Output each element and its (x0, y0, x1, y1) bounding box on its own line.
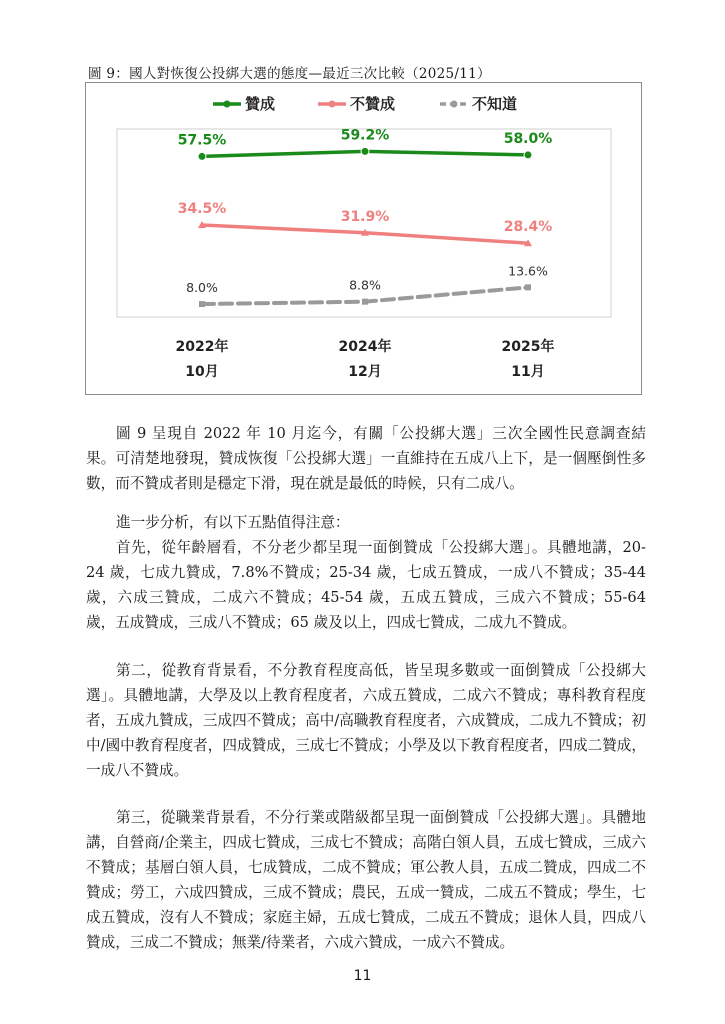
paragraph-1: 圖 9 呈現自 2022 年 10 月迄今，有關「公投綁大選」三次全國性民意調查結果。可清楚地發現，贊成恢復「公投綁大選」一直維持在五成八上下，是一個壓倒性多數，而不贊成者則是穩定下滑，現在就是最低的時候，只有二成八。 (86, 425, 646, 492)
data-label: 59.2% (340, 127, 390, 144)
paragraph-3: 首先，從年齡層看，不分老少都呈現一面倒贊成「公投綁大選」。具體地講，20-24 歲，七成九贊成，7.8%不贊成；25-34 歲，七成五贊成，一成八不贊成；35-44 歲，六成三贊成，二成六不贊成；45-54 歲，五成五贊成，三成六不贊成；55-64 歲，五成贊成，三成八不贊成；65 歲及以上，四成七贊成，二成九不贊成。 (86, 539, 646, 631)
x-tick-month: 11月 (511, 364, 545, 380)
data-label: 28.4% (503, 219, 553, 236)
data-label: 58.0% (503, 130, 553, 147)
legend-label-1: 贊成 (245, 95, 276, 113)
legend-marker-3 (451, 101, 458, 108)
line-chart (86, 83, 643, 396)
figure-title: 圖 9：國人對恢復公投綁大選的態度—最近三次比較（2025/11） (88, 66, 491, 82)
data-point (199, 301, 205, 307)
data-point (198, 152, 206, 160)
x-tick-year: 2025年 (501, 339, 555, 355)
paragraph-summary (86, 421, 646, 496)
chart-legend (213, 95, 517, 113)
chart-frame (85, 82, 642, 395)
x-tick-month: 10月 (185, 364, 219, 380)
page-number: 11 (353, 968, 372, 984)
legend-marker-1 (224, 101, 231, 108)
data-label: 8.0% (186, 280, 218, 296)
legend-label-3: 不知道 (472, 95, 518, 113)
data-label: 31.9% (340, 208, 390, 225)
paragraph-2: 進一步分析，有以下五點值得注意： (116, 514, 350, 531)
paragraph-education (86, 658, 646, 783)
paragraph-intro (86, 510, 646, 635)
data-point (362, 299, 368, 305)
legend-marker-2 (329, 101, 336, 108)
x-tick-year: 2022年 (175, 339, 229, 355)
x-tick-year: 2024年 (338, 339, 392, 355)
data-label: 34.5% (177, 201, 227, 218)
paragraph-occupation (86, 805, 646, 955)
legend-label-2: 不贊成 (350, 95, 396, 113)
x-tick-month: 12月 (348, 364, 382, 380)
data-label: 8.8% (349, 277, 381, 293)
data-point (361, 147, 369, 155)
data-label: 13.6% (508, 263, 548, 279)
paragraph-5: 第三，從職業背景看，不分行業或階級都呈現一面倒贊成「公投綁大選」。具體地講，自營商/企業主，四成七贊成，三成七不贊成；高階白領人員，五成七贊成，三成六不贊成；基層白領人員，七成贊成，二成不贊成；軍公教人員，五成二贊成，四成二不贊成；勞工，六成四贊成，三成不贊成；農民，五成一贊成，二成五不贊成；學生，七成五贊成，沒有人不贊成；家庭主婦，五成七贊成，二成五不贊成；退休人員，四成八贊成，三成二不贊成；無業/待業者，六成六贊成，一成六不贊成。 (86, 809, 646, 951)
data-point (524, 151, 532, 159)
data-point (525, 284, 531, 290)
data-label: 57.5% (177, 132, 227, 149)
paragraph-4: 第二，從教育背景看，不分教育程度高低，皆呈現多數或一面倒贊成「公投綁大選」。具體地講，大學及以上教育程度者，六成五贊成，二成六不贊成；專科教育程度者，五成九贊成，三成四不贊成；高中/高職教育程度者，六成贊成，二成九不贊成；初中/國中教育程度者，四成贊成，三成七不贊成；小學及以下教育程度者，四成二贊成，一成八不贊成。 (86, 662, 646, 779)
